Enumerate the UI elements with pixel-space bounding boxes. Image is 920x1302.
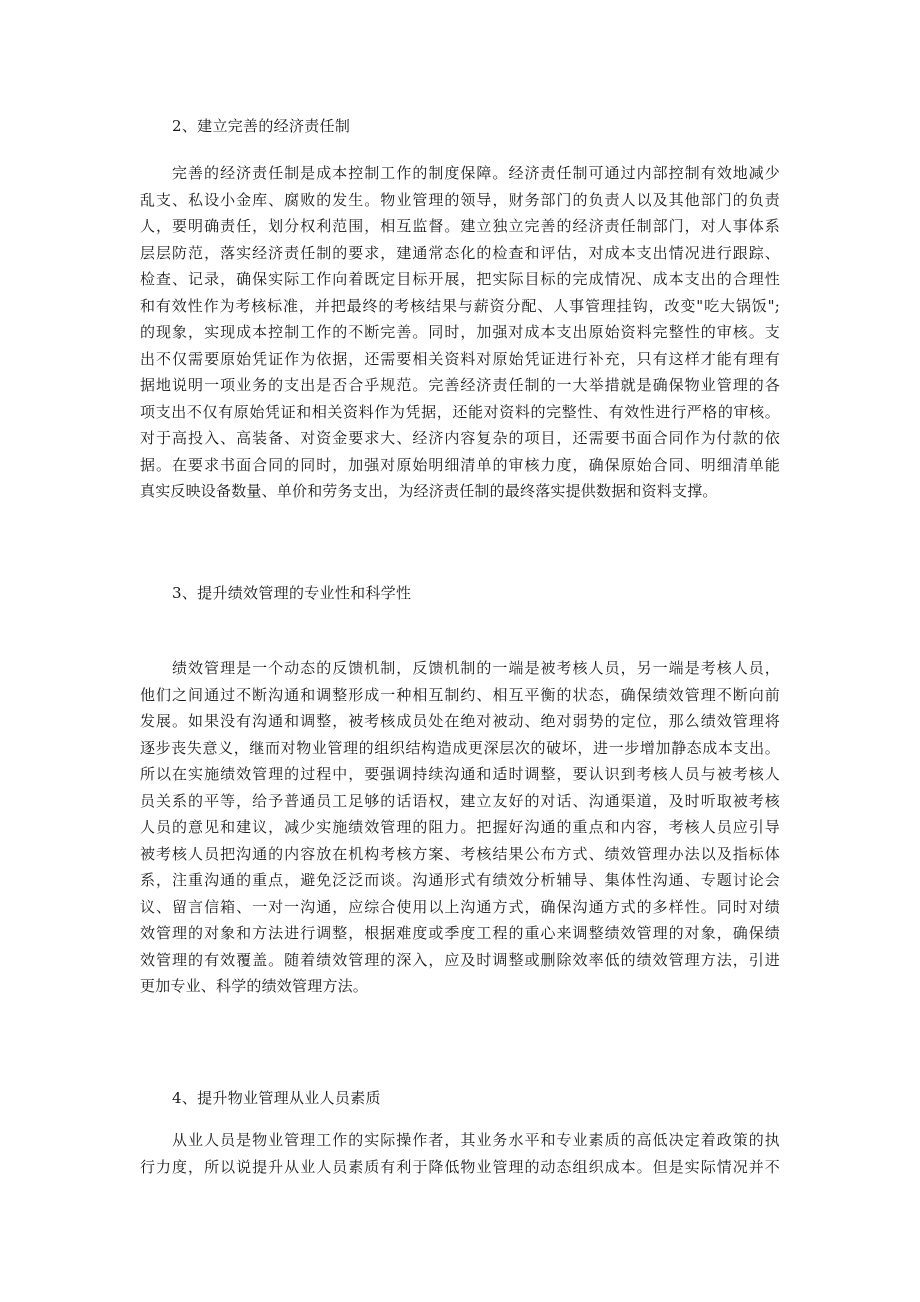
paragraph-line: 据。在要求书面合同的同时，加强对原始明细清单的审核力度，确保原始合同、明细清单能 bbox=[140, 455, 780, 474]
paragraph-line: 议、留言信箱、一对一沟通，应综合使用以上沟通方式，确保沟通方式的多样性。同时对绩 bbox=[140, 897, 780, 916]
paragraph-line: 检查、记录，确保实际工作向着既定目标开展，把实际目标的完成情况、成本支出的合理性 bbox=[140, 270, 780, 288]
paragraph-line: 绩效管理是一个动态的反馈机制，反馈机制的一端是被考核人员，另一端是考核人员， bbox=[172, 659, 780, 677]
paragraph bbox=[140, 1127, 780, 1180]
paragraph-line: 对于高投入、高装备、对资金要求大、经济内容复杂的项目，还需要书面合同作为付款的依 bbox=[140, 429, 780, 447]
paragraph-line: 行力度，所以说提升从业人员素质有利于降低物业管理的动态组织成本。但是实际情况并不 bbox=[140, 1157, 780, 1176]
paragraph-line: 完善的经济责任制是成本控制工作的制度保障。经济责任制可通过内部控制有效地减少 bbox=[172, 164, 780, 182]
paragraph-line: 从业人员是物业管理工作的实际操作者，其业务水平和专业素质的高低决定着政策的执 bbox=[172, 1131, 780, 1149]
paragraph-line: 发展。如果没有沟通和调整，被考核成员处在绝对被动、绝对弱势的定位，那么绩效管理将 bbox=[140, 712, 780, 730]
paragraph-line: 真实反映设备数量、单价和劳务支出，为经济责任制的最终落实提供数据和资料支撑。 bbox=[140, 482, 718, 500]
section-heading: 2、建立完善的经济责任制 bbox=[172, 117, 351, 135]
paragraph-line: 据地说明一项业务的支出是否合乎规范。完善经济责任制的一大举措就是确保物业管理的各 bbox=[140, 376, 780, 394]
paragraph-line: 效管理的对象和方法进行调整，根据难度或季度工程的重心来调整绩效管理的对象，确保绩 bbox=[140, 924, 780, 942]
paragraph-line: 人，要明确责任，划分权利范围，相互监督。建立独立完善的经济责任制部门，对人事体系 bbox=[140, 217, 780, 235]
paragraph-line: 效管理的有效覆盖。随着绩效管理的深入，应及时调整或删除效率低的绩效管理方法，引进 bbox=[140, 950, 780, 969]
section-heading: 3、提升绩效管理的专业性和科学性 bbox=[172, 584, 412, 602]
paragraph-line: 员关系的平等，给予普通员工足够的话语权，建立友好的对话、沟通渠道，及时听取被考核 bbox=[140, 791, 780, 810]
paragraph-line: 逐步丧失意义，继而对物业管理的组织结构造成更深层次的破坏，进一步增加静态成本支出。 bbox=[140, 738, 780, 757]
paragraph-line: 系，注重沟通的重点，避免泛泛而谈。沟通形式有绩效分析辅导、集体性沟通、专题讨论会 bbox=[140, 871, 780, 889]
paragraph-line: 和有效性作为考核标准，并把最终的考核结果与薪资分配、人事管理挂钩，改变"吃大锅饭"; bbox=[140, 296, 780, 315]
paragraph-line: 项支出不仅有原始凭证和相关资料作为凭据，还能对资料的完整性、有效性进行严格的审核。 bbox=[140, 402, 780, 421]
paragraph-line: 层层防范，落实经济责任制的要求，建通常态化的检查和评估，对成本支出情况进行跟踪、 bbox=[140, 243, 780, 262]
paragraph-line: 他们之间通过不断沟通和调整形成一种相互制约、相互平衡的状态，确保绩效管理不断向前 bbox=[140, 685, 780, 704]
paragraph-line: 所以在实施绩效管理的过程中，要强调持续沟通和适时调整，要认识到考核人员与被考核人 bbox=[140, 765, 780, 783]
paragraph bbox=[140, 160, 780, 505]
paragraph-line: 更加专业、科学的绩效管理方法。 bbox=[140, 977, 369, 995]
paragraph bbox=[140, 655, 780, 1000]
paragraph-line: 人员的意见和建议，减少实施绩效管理的阻力。把握好沟通的重点和内容，考核人员应引导 bbox=[140, 818, 780, 836]
paragraph-line: 被考核人员把沟通的内容放在机构考核方案、考核结果公布方式、绩效管理办法以及指标体 bbox=[140, 844, 780, 863]
paragraph-line: 的现象，实现成本控制工作的不断完善。同时，加强对成本支出原始资料完整性的审核。支 bbox=[140, 323, 780, 341]
paragraph-line: 出不仅需要原始凭证作为依据，还需要相关资料对原始凭证进行补充，只有这样才能有理有 bbox=[140, 349, 780, 368]
paragraph-line: 乱支、私设小金库、腐败的发生。物业管理的领导，财务部门的负责人以及其他部门的负责 bbox=[140, 190, 780, 209]
section-heading: 4、提升物业管理从业人员素质 bbox=[172, 1089, 381, 1107]
